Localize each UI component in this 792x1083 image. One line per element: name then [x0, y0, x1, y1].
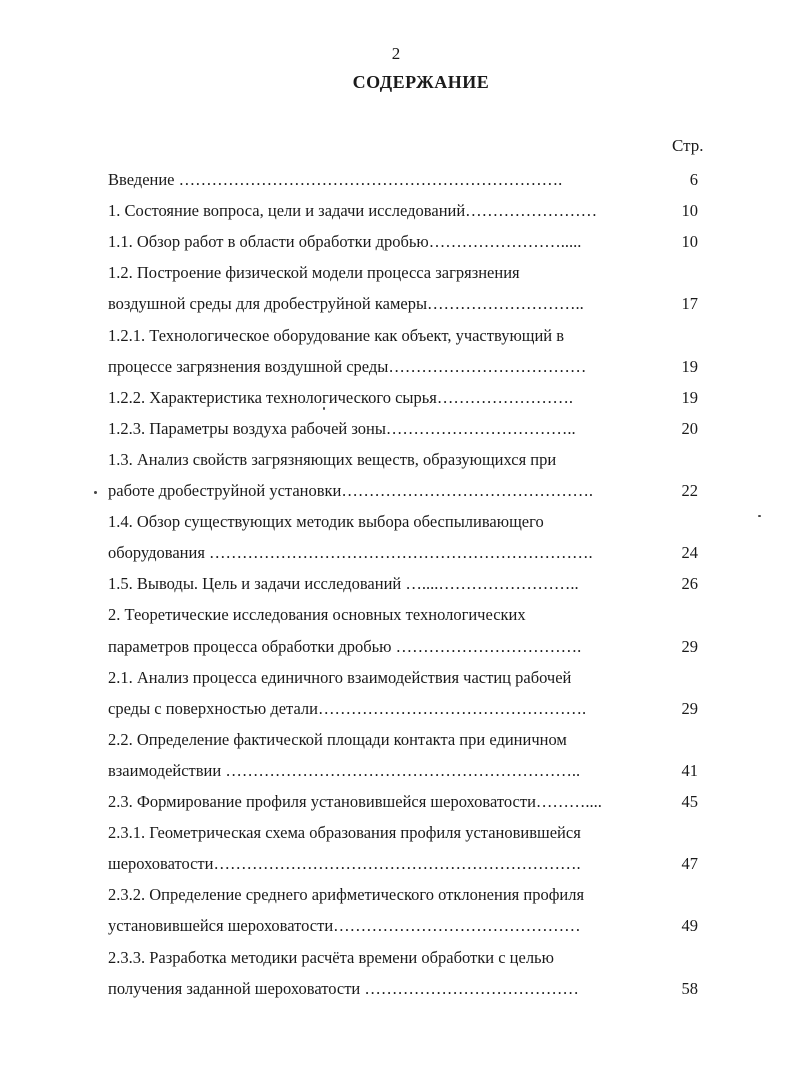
toc-page-number: 19	[681, 357, 698, 376]
toc-page-number: 10	[681, 232, 698, 251]
toc-entry-line: 2.2. Определение фактической площади контакта при единичном	[108, 730, 567, 749]
scan-speck	[323, 407, 325, 410]
toc-entry-line: 1.3. Анализ свойств загрязняющих веществ, образующихся при	[108, 450, 557, 469]
toc-entry-line: взаимодействии ………………………………………………………..	[108, 761, 581, 780]
toc-page-number: 41	[681, 761, 698, 780]
toc-page-number: 19	[681, 388, 698, 407]
toc-page-number: 58	[681, 979, 698, 998]
toc-page-number: 6	[689, 170, 698, 189]
toc-page-number: 22	[681, 481, 698, 500]
toc-page-number: 24	[681, 543, 698, 562]
toc-entry-line: 2.3.1. Геометрическая схема образования профиля установившейся	[108, 823, 581, 842]
toc-entry-line: оборудования …………………………………………………………….	[108, 543, 593, 562]
toc-page-number: 45	[681, 792, 698, 811]
toc-entry-line: 1.2.2. Характеристика технологического сырья…………………….	[108, 388, 573, 407]
toc-entry-line: 1.2. Построение физической модели процесса загрязнения	[108, 263, 520, 282]
toc-page-number: 29	[681, 637, 698, 656]
toc-entry-line: 2. Теоретические исследования основных технологических	[108, 605, 526, 624]
toc-entry-line: 1.2.1. Технологическое оборудование как объект, участвующий в	[108, 326, 565, 345]
toc-title: СОДЕРЖАНИЕ	[352, 72, 490, 92]
toc-entry-line: 1.2.3. Параметры воздуха рабочей зоны……………………………..	[108, 419, 576, 438]
toc-page-number: 17	[681, 294, 698, 313]
toc-page-number: 49	[681, 916, 698, 935]
toc-entry-line: Введение …………………………………………………………….	[108, 170, 563, 189]
toc-page-number: 29	[681, 699, 698, 718]
toc-entry-line: 1. Состояние вопроса, цели и задачи исследований……………………	[108, 201, 598, 220]
toc-entry-line: 2.3.3. Разработка методики расчёта времени обработки с целью	[108, 948, 554, 967]
toc-entry-line: процессе загрязнения воздушной среды………………………………	[108, 357, 587, 376]
toc-entry-line: шероховатости………………………………………………………….	[108, 854, 581, 873]
scan-speck	[758, 515, 761, 517]
toc-page-number: 20	[681, 419, 698, 438]
toc-entry-line: 1.5. Выводы. Цель и задачи исследований …....……………………..	[108, 574, 579, 593]
toc-entry-line: 1.4. Обзор существующих методик выбора обеспыливающего	[108, 512, 544, 531]
toc-entry-line: среды с поверхностью детали………………………………………….	[108, 699, 587, 718]
toc-page-number: 47	[681, 854, 698, 873]
toc-entry-line: получения заданной шероховатости …………………………………	[108, 979, 579, 998]
page-number: 2	[391, 44, 401, 63]
toc-entry-line: 2.3. Формирование профиля установившейся шероховатости………....	[108, 792, 602, 811]
scan-speck	[94, 491, 97, 494]
toc-entry-line: 2.1. Анализ процесса единичного взаимодействия частиц рабочей	[108, 668, 572, 687]
page-column-label: Стр.	[672, 136, 704, 155]
toc-entry-line: параметров процесса обработки дробью …………………………….	[108, 637, 582, 656]
toc-entry-line: воздушной среды для дробеструйной камеры………………………..	[108, 294, 584, 313]
toc-page-number: 26	[681, 574, 698, 593]
toc-entry-line: 1.1. Обзор работ в области обработки дробью…………………….....	[108, 232, 582, 251]
toc-entry-line: установившейся шероховатости………………………………………	[108, 916, 581, 935]
toc-entry-line: работе дробеструйной установки……………………………………….	[108, 481, 594, 500]
toc-page-number: 10	[681, 201, 698, 220]
toc-entry-line: 2.3.2. Определение среднего арифметического отклонения профиля	[108, 885, 585, 904]
